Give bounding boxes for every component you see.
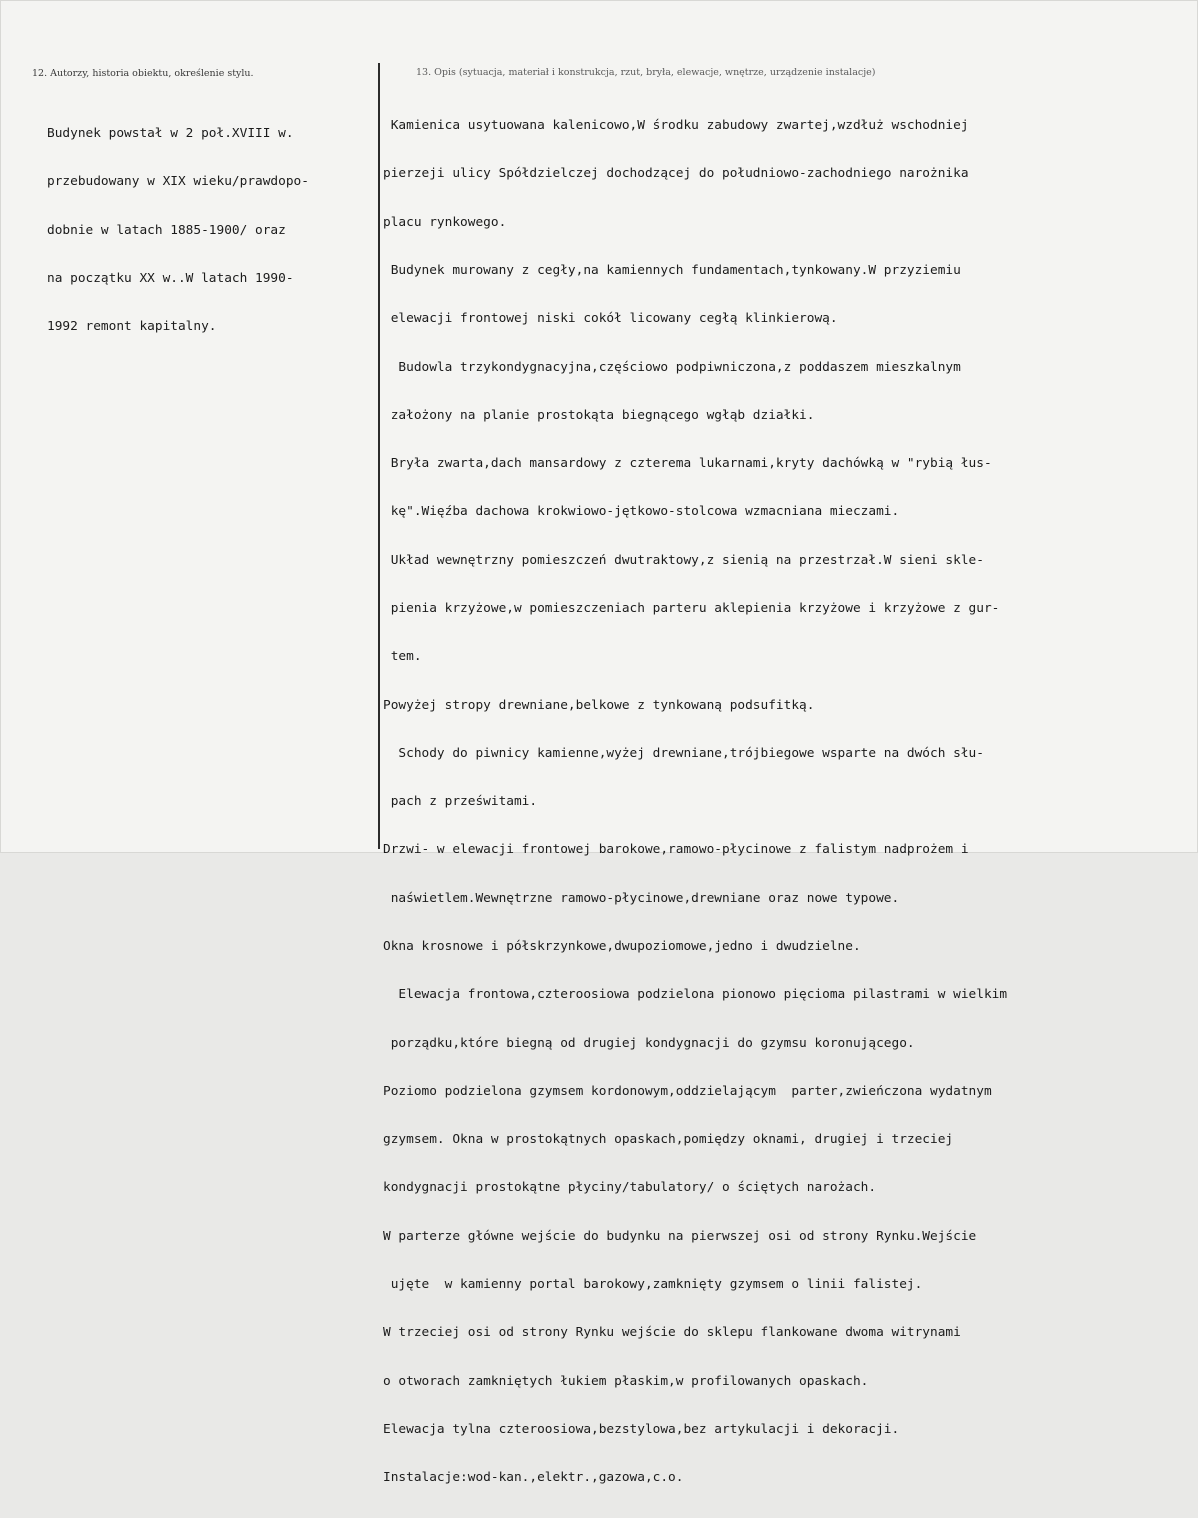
description-line: Elewacja frontowa,czteroosiowa podzielona pionowo pięcioma pilastrami w wielkim bbox=[383, 987, 1008, 1003]
description-line: kę".Więźba dachowa krokwiowo-jętkowo-stolcowa wzmacniana mieczami. bbox=[383, 504, 900, 520]
description-line: Elewacja tylna czteroosiowa,bezstylowa,bez artykulacji i dekoracji. bbox=[383, 1421, 900, 1437]
section-13-label: 13. Opis (sytuacja, materiał i konstrukcja, rzut, bryła, elewacje, wnętrze, urządzenie instalacje) bbox=[416, 67, 876, 78]
description-line: W trzeciej osi od strony Rynku wejście do sklepu flankowane dwoma witrynami bbox=[383, 1325, 961, 1341]
history-line: przebudowany w XIX wieku/prawdopo- bbox=[47, 174, 309, 190]
description-line: Kamienica usytuowana kalenicowo,W środku zabudowy zwartej,wzdłuż wschodniej bbox=[383, 118, 969, 134]
column-divider bbox=[378, 63, 380, 849]
history-line: Budynek powstał w 2 poł.XVIII w. bbox=[47, 126, 294, 142]
description-line: Budynek murowany z cegły,na kamiennych fundamentach,tynkowany.W przyziemiu bbox=[383, 263, 961, 279]
description-line: W parterze główne wejście do budynku na pierwszej osi od strony Rynku.Wejście bbox=[383, 1228, 977, 1244]
description-line: Okna krosnowe i półskrzynkowe,dwupoziomowe,jedno i dwudzielne. bbox=[383, 938, 861, 954]
description-line: placu rynkowego. bbox=[383, 214, 507, 230]
description-line: pierzeji ulicy Spółdzielczej dochodzącej do południowo-zachodniego narożnika bbox=[383, 166, 969, 182]
description-line: kondygnacji prostokątne płyciny/tabulatory/ o ściętych narożach. bbox=[383, 1180, 877, 1196]
description-line: Poziomo podzielona gzymsem kordonowym,oddzielającym parter,zwieńczona wydatnym bbox=[383, 1083, 992, 1099]
description-line: o otworach zamkniętych łukiem płaskim,w profilowanych opaskach. bbox=[383, 1373, 869, 1389]
description-line: tem. bbox=[383, 649, 422, 665]
description-line: ujęte w kamienny portal barokowy,zamknięty gzymsem o linii falistej. bbox=[383, 1276, 923, 1292]
description-line: Drzwi- w elewacji frontowej barokowe,ramowo-płycinowe z falistym nadprożem i bbox=[383, 842, 969, 858]
description-line: założony na planie prostokąta biegnącego wgłąb działki. bbox=[383, 407, 815, 423]
history-text bbox=[47, 94, 309, 368]
description-line: porządku,które biegną od drugiej kondygnacji do gzymsu koronującego. bbox=[383, 1035, 915, 1051]
description-line: Układ wewnętrzny pomieszczeń dwutraktowy,z sienią na przestrzał.W sieni skle- bbox=[383, 552, 984, 568]
section-12-label: 12. Autorzy, historia obiektu, określenie stylu. bbox=[32, 68, 254, 79]
description-line: Budowla trzykondygnacyjna,częściowo podpiwniczona,z poddaszem mieszkalnym bbox=[383, 359, 961, 375]
description-line: elewacji frontowej niski cokół licowany cegłą klinkierową. bbox=[383, 311, 838, 327]
history-line: dobnie w latach 1885-1900/ oraz bbox=[47, 222, 286, 238]
history-line: 1992 remont kapitalny. bbox=[47, 319, 217, 335]
description-text bbox=[383, 86, 1007, 1518]
description-line: pienia krzyżowe,w pomieszczeniach parteru aklepienia krzyżowe i krzyżowe z gur- bbox=[383, 601, 1000, 616]
description-line: naświetlem.Wewnętrzne ramowo-płycinowe,drewniane oraz nowe typowe. bbox=[383, 890, 900, 906]
description-line: Instalacje:wod-kan.,elektr.,gazowa,c.o. bbox=[383, 1470, 684, 1486]
description-line: pach z prześwitami. bbox=[383, 794, 538, 810]
description-line: Bryła zwarta,dach mansardowy z czterema lukarnami,kryty dachówką w "rybią łus- bbox=[383, 456, 992, 472]
description-line: Powyżej stropy drewniane,belkowe z tynkowaną podsufitką. bbox=[383, 697, 815, 713]
description-line: Schody do piwnicy kamienne,wyżej drewniane,trójbiegowe wsparte na dwóch słu- bbox=[383, 745, 984, 761]
history-line: na początku XX w..W latach 1990- bbox=[47, 271, 294, 287]
description-line: gzymsem. Okna w prostokątnych opaskach,pomiędzy oknami, drugiej i trzeciej bbox=[383, 1132, 954, 1148]
